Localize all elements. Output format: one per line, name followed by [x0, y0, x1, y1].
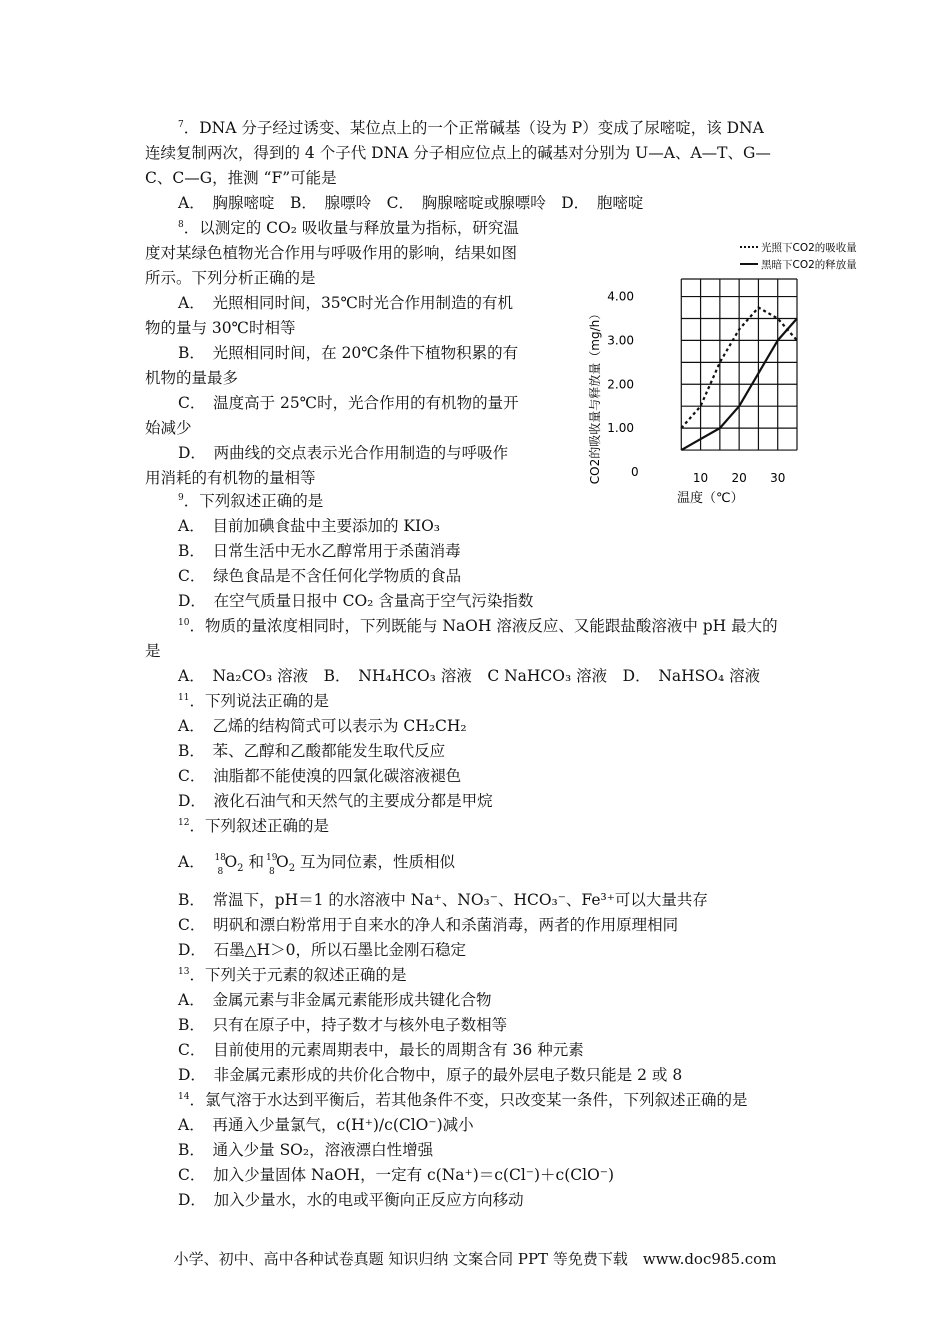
q8-option-c2: 始减少 — [145, 419, 192, 437]
y-tick-label: 1.00 — [607, 421, 634, 436]
q11-stem: $^{11}$．下列说法正确的是 — [178, 692, 329, 710]
chart-legend — [740, 241, 857, 271]
q7-number: 7 — [178, 120, 184, 130]
page-footer: 小学、初中、高中各种试卷真题 知识归纳 文案合同 PPT 等免费下载 www.doc985.com — [173, 1250, 777, 1268]
chart-y-axis-label: CO2的吸收量与释放量（mg/h） — [588, 307, 602, 485]
q9-option-b: B． 日常生活中无水乙醇常用于杀菌消毒 — [178, 542, 461, 560]
q14-option-d: D． 加入少量水，水的电或平衡向正反应方向移动 — [178, 1191, 524, 1209]
chart-x-axis-label: 温度（℃） — [677, 491, 744, 506]
q11-option-c: C． 油脂都不能使溴的四氯化碳溶液褪色 — [178, 767, 462, 785]
y-tick-label: 2.00 — [607, 377, 634, 392]
q10-line2: 是 — [145, 642, 161, 660]
q12-number: 12 — [178, 818, 190, 828]
q8-line3: 所示。下列分析正确的是 — [145, 269, 316, 287]
q7-line3: C、C—G，推测 “F”可能是 — [145, 169, 337, 187]
q8-line2: 度对某绿色植物光合作用与呼吸作用的影响，结果如图 — [145, 244, 518, 262]
q12-stem: $^{12}$．下列叙述正确的是 — [178, 817, 329, 835]
q7-line1: $^7$．DNA 分子经过诱变、某位点上的一个正常碱基（设为 P）变成了尿嘧啶，该 DNA — [178, 119, 764, 137]
q8-option-d1: D． 两曲线的交点表示光合作用制造的与呼吸作 — [178, 444, 509, 462]
chart-origin-label: 0 — [631, 465, 639, 479]
q11-option-a: A． 乙烯的结构简式可以表示为 CH₂CH₂ — [178, 717, 467, 735]
q14-number: 14 — [178, 1092, 190, 1102]
q8-option-d2: 用消耗的有机物的量相等 — [145, 469, 316, 487]
q7-options: A． 胸腺嘧啶 B． 腺嘌呤 C． 胸腺嘧啶或腺嘌呤 D． 胞嘧啶 — [178, 194, 644, 212]
q9-number: 9 — [178, 493, 184, 503]
q8-line1: $^8$．以测定的 CO₂ 吸收量与释放量为指标，研究温 — [178, 219, 519, 237]
q13-stem: $^{13}$．下列关于元素的叙述正确的是 — [178, 966, 407, 984]
q13-option-d: D． 非金属元素形成的共价化合物中，原子的最外层电子数只能是 2 或 8 — [178, 1066, 683, 1084]
q8-option-b1: B． 光照相同时间，在 20℃条件下植物积累的有 — [178, 344, 519, 362]
q12-option-c: C． 明矾和漂白粉常用于自来水的净人和杀菌消毒，两者的作用原理相同 — [178, 916, 679, 934]
co2-temperature-chart — [582, 236, 857, 506]
q9-option-d: D． 在空气质量日报中 CO₂ 含量高于空气污染指数 — [178, 592, 534, 610]
q11-option-b: B． 苯、乙醇和乙酸都能发生取代反应 — [178, 742, 446, 760]
q12-option-b: B． 常温下，pH＝1 的水溶液中 Na⁺、NO₃⁻、HCO₃⁻、Fe³⁺可以大量共存 — [178, 891, 708, 909]
x-tick-label: 20 — [731, 471, 747, 485]
q8-option-a2: 物的量与 30℃时相等 — [145, 319, 296, 337]
q13-number: 13 — [178, 967, 190, 977]
q8-number: 8 — [178, 220, 184, 230]
q11-option-d: D． 液化石油气和天然气的主要成分都是甲烷 — [178, 792, 493, 810]
q12-option-a: A． 18 8 $O_2$ 和 19 8 $O_2$ 互为同位素，性质相似 — [178, 853, 456, 877]
q12-option-d: D． 石墨△H＞0，所以石墨比金刚石稳定 — [178, 941, 466, 959]
legend-light-uptake: 光照下CO2的吸收量 — [761, 242, 857, 254]
q10-line1: $^{10}$．物质的量浓度相同时，下列既能与 NaOH 溶液反应、又能跟盐酸溶液中 pH 最大的 — [178, 617, 778, 635]
q13-option-c: C． 目前使用的元素周期表中，最长的周期含有 36 种元素 — [178, 1041, 584, 1059]
q13-option-b: B． 只有在原子中，持子数才与核外电子数相等 — [178, 1016, 508, 1034]
o18-nuclide-notation: 18 8 — [214, 853, 226, 877]
q8-option-b2: 机物的量最多 — [145, 369, 239, 387]
q10-options: A． Na₂CO₃ 溶液 B． NH₄HCO₃ 溶液 C NaHCO₃ 溶液 D． NaHSO₄ 溶液 — [178, 667, 761, 685]
q13-option-a: A． 金属元素与非金属元素能形成共键化合物 — [178, 991, 492, 1009]
q14-option-c: C． 加入少量固体 NaOH，一定有 c(Na⁺)＝c(Cl⁻)＋c(ClO⁻) — [178, 1166, 615, 1184]
q14-option-a: A． 再通入少量氯气，c(H⁺)/c(ClO⁻)减小 — [178, 1116, 474, 1134]
q8-option-c1: C． 温度高于 25℃时，光合作用的有机物的量开 — [178, 394, 519, 412]
q8-option-a1: A． 光照相同时间，35℃时光合作用制造的有机 — [178, 294, 514, 312]
y-tick-label: 3.00 — [607, 333, 634, 348]
q14-stem: $^{14}$．氯气溶于水达到平衡后，若其他条件不变，只改变某一条件，下列叙述正确的是 — [178, 1091, 748, 1109]
q9-option-c: C． 绿色食品是不含任何化学物质的食品 — [178, 567, 462, 585]
legend-dark-release: 黑暗下CO2的释放量 — [761, 259, 857, 271]
q11-number: 11 — [178, 693, 190, 703]
q10-number: 10 — [178, 618, 190, 628]
y-tick-label: 4.00 — [607, 289, 634, 304]
x-tick-label: 30 — [770, 471, 786, 485]
q9-stem: $^9$．下列叙述正确的是 — [178, 492, 324, 510]
q14-option-b: B． 通入少量 SO₂，溶液漂白性增强 — [178, 1141, 434, 1159]
x-tick-label: 10 — [692, 471, 709, 485]
q9-option-a: A． 目前加碘食盐中主要添加的 KIO₃ — [178, 517, 440, 535]
o19-nuclide-notation: 19 8 — [265, 853, 278, 877]
chart-grid — [681, 279, 797, 450]
q7-line2: 连续复制两次，得到的 4 个子代 DNA 分子相应位点上的碱基对分别为 U—A、A—T、G— — [145, 144, 771, 162]
